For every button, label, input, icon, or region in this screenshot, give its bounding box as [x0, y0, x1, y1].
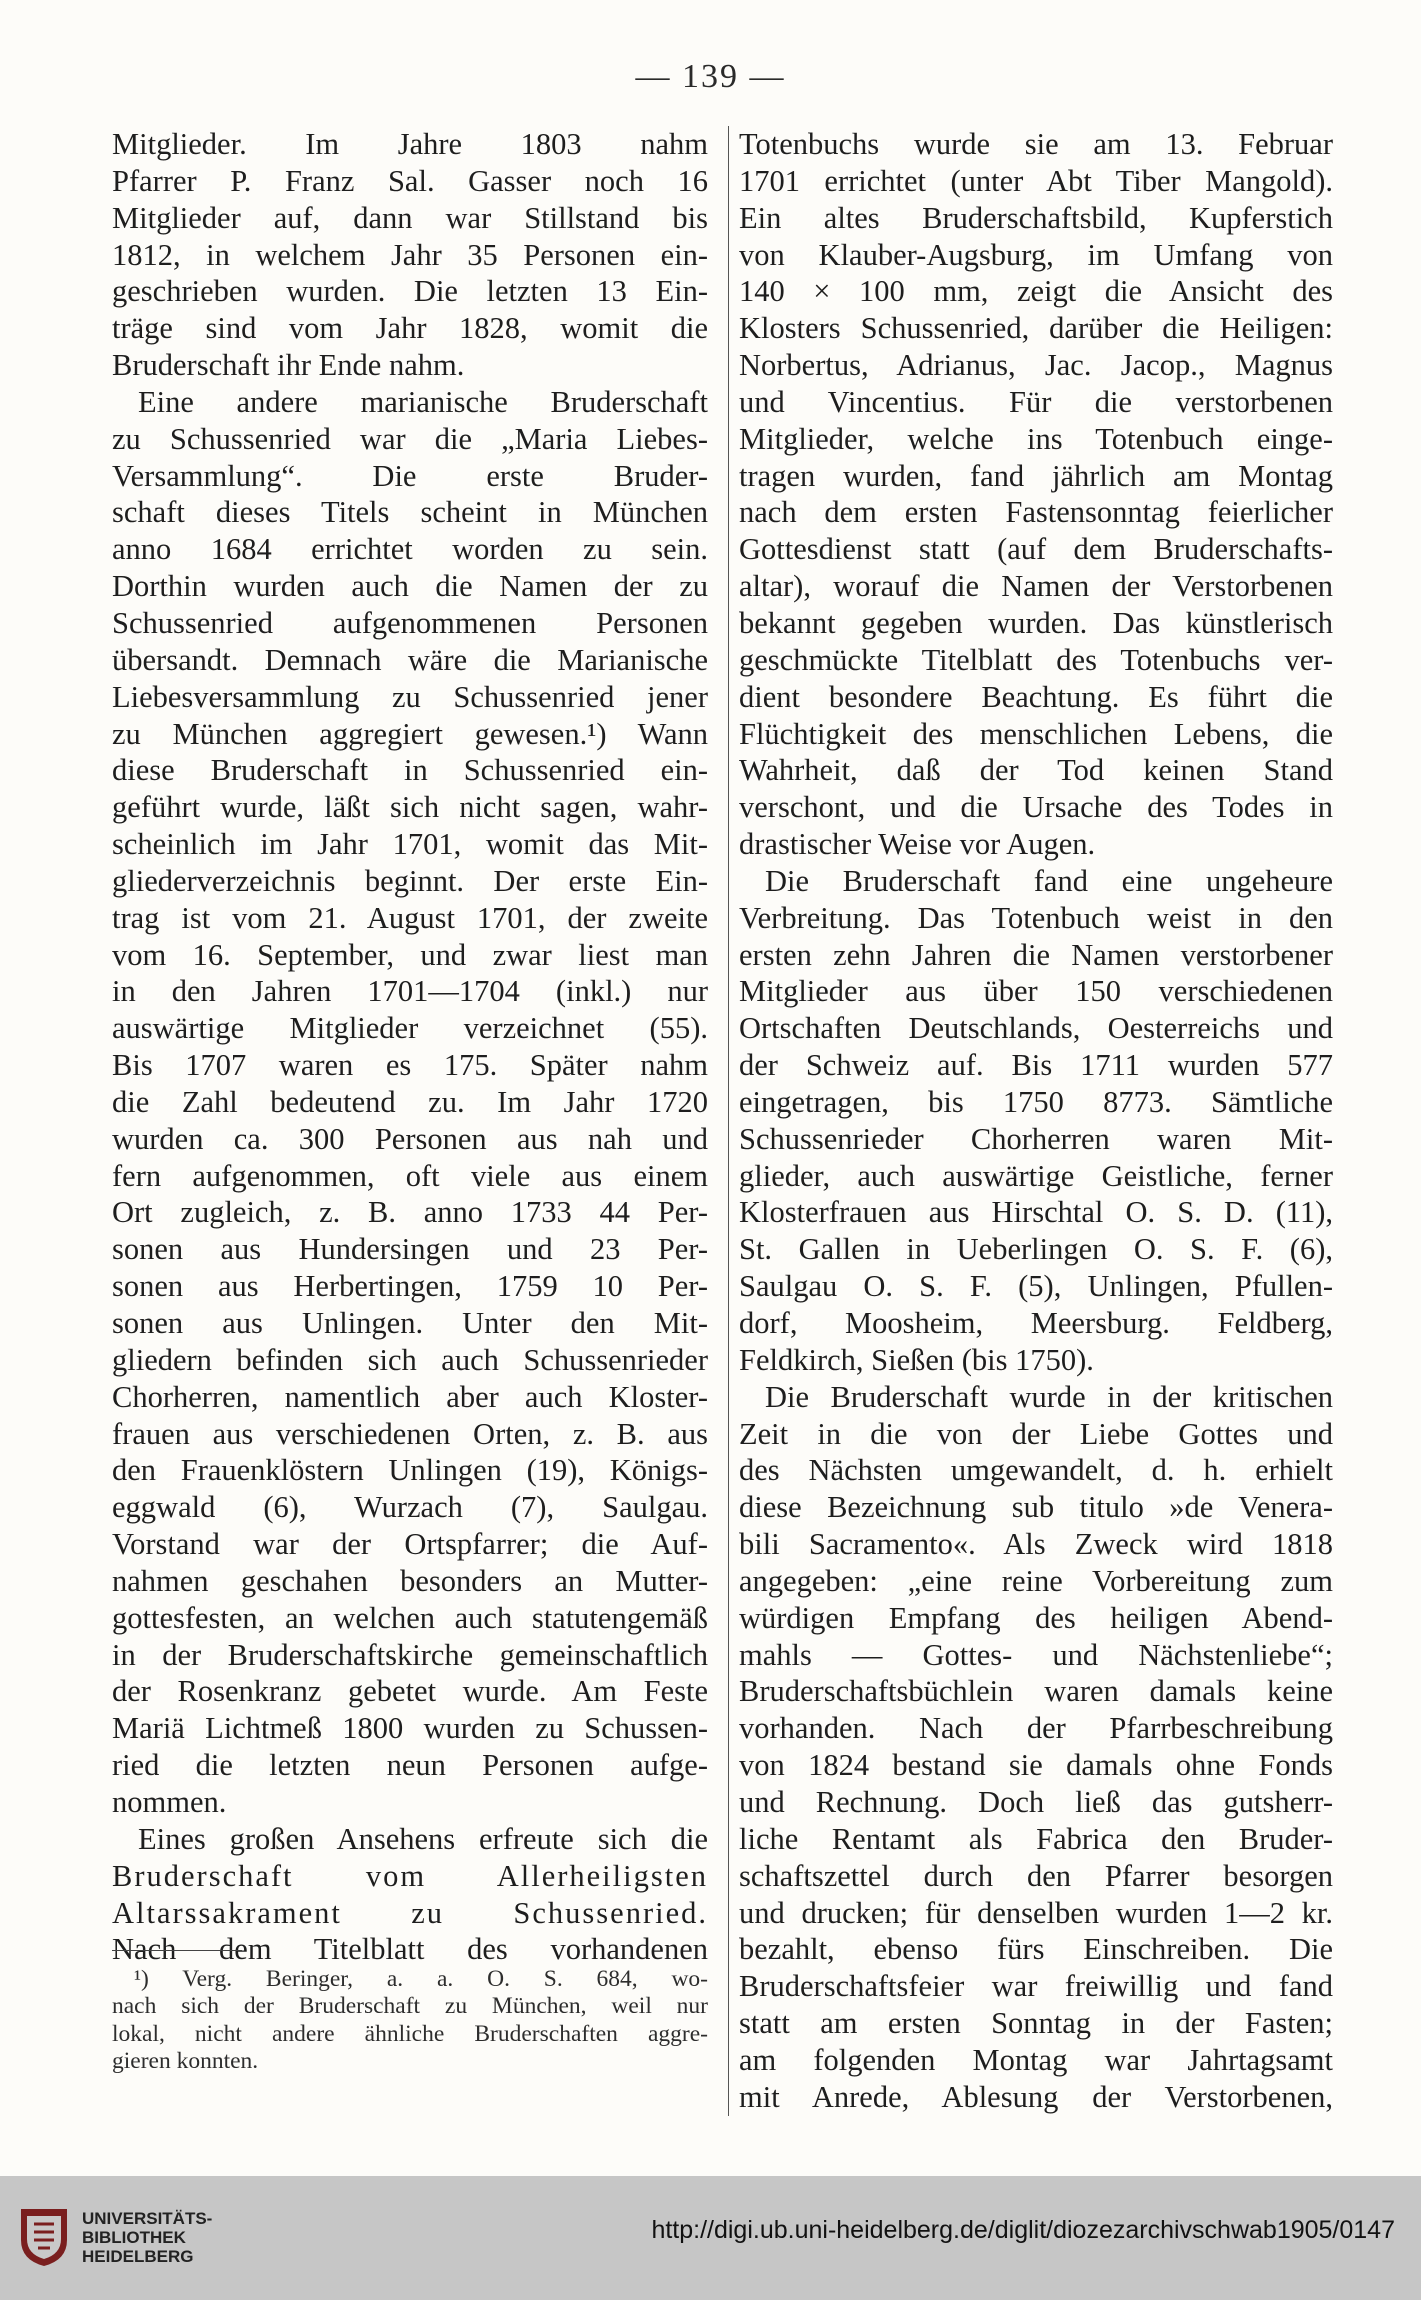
footnote-line: ¹) Verg. Beringer, a. a. O. S. 684, wo-	[134, 1966, 708, 1992]
text-line: in den Jahren 1701—1704 (inkl.) nur	[112, 974, 708, 1009]
text-line: Ein altes Bruderschaftsbild, Kupferstich	[739, 200, 1333, 235]
text-column-left	[112, 126, 708, 1968]
text-line: 1701 errichtet (unter Abt Tiber Mangold).	[739, 163, 1333, 198]
text-line: zu München aggregiert gewesen.¹) Wann	[112, 716, 708, 751]
text-line: eggwald (6), Wurzach (7), Saulgau.	[112, 1490, 708, 1525]
text-line: Klosters Schussenried, darüber die Heiligen:	[739, 311, 1333, 346]
text-line: geschmückte Titelblatt des Totenbuchs ver-	[739, 642, 1333, 677]
text-line: mit Anrede, Ablesung der Verstorbenen,	[739, 2079, 1333, 2114]
text-line: des Nächsten umgewandelt, d. h. erhielt	[739, 1453, 1333, 1488]
text-line: Mitglieder. Im Jahre 1803 nahm	[112, 127, 708, 161]
text-line: gliedern befinden sich auch Schussenrieder	[112, 1342, 708, 1377]
text-line: Verbreitung. Das Totenbuch weist in den	[739, 900, 1333, 935]
library-logo[interactable]	[18, 2206, 212, 2268]
text-line: nach dem ersten Fastensonntag feierlicher	[739, 495, 1333, 530]
text-line: Mitglieder aus über 150 verschiedenen	[739, 974, 1333, 1009]
text-line: Nach dem Titelblatt des vorhandenen	[112, 1932, 708, 1967]
text-line: 1812, in welchem Jahr 35 Personen ein-	[112, 237, 708, 272]
text-line: Chorherren, namentlich aber auch Kloster-	[112, 1379, 708, 1414]
digitization-url-link[interactable]: http://digi.ub.uni-heidelberg.de/diglit/diozezarchivschwab1905/0147	[651, 2216, 1395, 2244]
text-line: Pfarrer P. Franz Sal. Gasser noch 16	[112, 163, 708, 198]
text-line: geschrieben wurden. Die letzten 13 Ein-	[112, 274, 708, 309]
footnote-separator	[112, 1950, 242, 1951]
text-line: 140 × 100 mm, zeigt die Ansicht des	[739, 274, 1333, 309]
footnote-line: gieren konnten.	[112, 2047, 259, 2074]
text-line: zu Schussenried war die „Maria Liebes-	[112, 421, 708, 456]
text-line: Eine andere marianische Bruderschaft	[138, 384, 708, 419]
text-line: Norbertus, Adrianus, Jac. Jacop., Magnus	[739, 348, 1333, 383]
text-line: Schussenried aufgenommenen Personen	[112, 605, 708, 640]
text-line: Bruderschaftsbüchlein waren damals keine	[739, 1674, 1333, 1709]
text-line: tragen wurden, fand jährlich am Montag	[739, 458, 1333, 493]
text-line: wurden ca. 300 Personen aus nah und	[112, 1121, 708, 1156]
text-line: statt am ersten Sonntag in der Fasten;	[739, 2006, 1333, 2041]
text-line: Mariä Lichtmeß 1800 wurden zu Schussen-	[112, 1711, 708, 1746]
text-line: von 1824 bestand sie damals ohne Fonds	[739, 1748, 1333, 1783]
text-line: Feldkirch, Sießen (bis 1750).	[739, 1342, 1094, 1377]
footnote-line: nach sich der Bruderschaft zu München, weil nur	[112, 1993, 708, 2020]
text-line: Mitglieder, welche ins Totenbuch einge-	[739, 421, 1333, 456]
text-line: Saulgau O. S. F. (5), Unlingen, Pfullen-	[739, 1269, 1333, 1304]
text-line: gliederverzeichnis beginnt. Der erste Ein-	[112, 863, 708, 898]
text-line: gottesfesten, an welchen auch statutengemäß	[112, 1600, 708, 1635]
text-line: nahmen geschahen besonders an Mutter-	[112, 1563, 708, 1598]
text-line: Bruderschaftsfeier war freiwillig und fand	[739, 1969, 1333, 2004]
text-line: schaftszettel durch den Pfarrer besorgen	[739, 1858, 1333, 1893]
text-line: glieder, auch auswärtige Geistliche, ferner	[739, 1158, 1333, 1193]
text-line: nommen.	[112, 1784, 227, 1819]
text-line: frauen aus verschiedenen Orten, z. B. aus	[112, 1416, 708, 1451]
text-line: bezahlt, ebenso fürs Einschreiben. Die	[739, 1932, 1333, 1967]
text-line: in der Bruderschaftskirche gemeinschaftlich	[112, 1637, 708, 1672]
text-line: übersandt. Demnach wäre die Marianische	[112, 642, 708, 677]
text-line: geführt wurde, läßt sich nicht sagen, wahr-	[112, 790, 708, 825]
text-line: Bruderschaft ihr Ende nahm.	[112, 348, 465, 383]
text-line: scheinlich im Jahr 1701, womit das Mit-	[112, 827, 708, 862]
text-line: eingetragen, bis 1750 8773. Sämtliche	[739, 1084, 1333, 1119]
text-line: Die Bruderschaft wurde in der kritischen	[765, 1379, 1333, 1414]
text-line: den Frauenklöstern Unlingen (19), Königs-	[112, 1453, 708, 1488]
text-line: Ort zugleich, z. B. anno 1733 44 Per-	[112, 1195, 708, 1230]
text-line: der Schweiz auf. Bis 1711 wurden 577	[739, 1048, 1333, 1083]
logo-line: HEIDELBERG	[82, 2246, 194, 2266]
text-line: liche Rentamt als Fabrica den Bruder-	[739, 1821, 1333, 1856]
text-line: St. Gallen in Ueberlingen O. S. F. (6),	[739, 1232, 1333, 1267]
text-line: diese Bezeichnung sub titulo »de Venera-	[739, 1490, 1333, 1525]
text-line: auswärtige Mitglieder verzeichnet (55).	[112, 1011, 708, 1046]
text-line: dient besondere Beachtung. Es führt die	[739, 679, 1333, 714]
text-line: vorhanden. Nach der Pfarrbeschreibung	[739, 1711, 1333, 1746]
text-line: Vorstand war der Ortspfarrer; die Auf-	[112, 1527, 708, 1562]
text-line: Zeit in die von der Liebe Gottes und	[739, 1416, 1333, 1451]
page-number: — 139 —	[635, 58, 786, 95]
text-line: am folgenden Montag war Jahrtagsamt	[739, 2042, 1333, 2077]
text-line: Altarssakrament zu Schussenried.	[112, 1895, 708, 1930]
text-line: Versammlung“. Die erste Bruder-	[112, 458, 708, 493]
text-line: Flüchtigkeit des menschlichen Lebens, die	[739, 716, 1333, 751]
text-line: bekannt gegeben wurden. Das künstlerisch	[739, 605, 1333, 640]
text-line: mahls — Gottes- und Nächstenliebe“;	[739, 1637, 1333, 1672]
text-line: diese Bruderschaft in Schussenried ein-	[112, 753, 708, 788]
text-line: träge sind vom Jahr 1828, womit die	[112, 311, 708, 346]
text-line: schaft dieses Titels scheint in München	[112, 495, 708, 530]
text-line: Dorthin wurden auch die Namen der zu	[112, 569, 708, 604]
text-line: verschont, und die Ursache des Todes in	[739, 790, 1333, 825]
text-line: Bruderschaft vom Allerheiligsten	[112, 1858, 708, 1893]
logo-line: UNIVERSITÄTS-	[82, 2208, 213, 2228]
text-line: Die Bruderschaft fand eine ungeheure	[765, 863, 1333, 898]
text-line: von Klauber-Augsburg, im Umfang von	[739, 237, 1333, 272]
text-line: trag ist vom 21. August 1701, der zweite	[112, 900, 708, 935]
text-line: drastischer Weise vor Augen.	[739, 827, 1096, 862]
text-line: Wahrheit, daß der Tod keinen Stand	[739, 753, 1333, 788]
text-line: bili Sacramento«. Als Zweck wird 1818	[739, 1527, 1333, 1562]
text-line: Totenbuchs wurde sie am 13. Februar	[739, 127, 1333, 161]
text-line: Liebesversammlung zu Schussenried jener	[112, 679, 708, 714]
text-line: dorf, Moosheim, Meersburg. Feldberg,	[739, 1306, 1333, 1340]
text-line: fern aufgenommen, oft viele aus einem	[112, 1158, 708, 1193]
text-line: Klosterfrauen aus Hirschtal O. S. D. (11),	[739, 1195, 1333, 1230]
footnote-line: lokal, nicht andere ähnliche Bruderschaften aggre-	[112, 2020, 708, 2047]
text-line: würdigen Empfang des heiligen Abend-	[739, 1600, 1333, 1635]
text-line: ried die letzten neun Personen aufge-	[112, 1748, 708, 1783]
text-line: Gottesdienst statt (auf dem Bruderschafts-	[739, 532, 1333, 567]
text-line: Eines großen Ansehens erfreute sich die	[138, 1821, 708, 1856]
library-footer	[0, 2176, 1421, 2300]
text-line: Bis 1707 waren es 175. Später nahm	[112, 1048, 708, 1083]
text-line: angegeben: „eine reine Vorbereitung zum	[739, 1563, 1333, 1598]
text-line: sonen aus Herbertingen, 1759 10 Per-	[112, 1269, 708, 1304]
text-line: und drucken; für denselben wurden 1—2 kr.	[739, 1895, 1333, 1930]
text-line: die Zahl bedeutend zu. Im Jahr 1720	[112, 1084, 708, 1119]
text-line: der Rosenkranz gebetet wurde. Am Feste	[112, 1674, 708, 1709]
logo-line: BIBLIOTHEK	[82, 2227, 186, 2247]
text-line: vom 16. September, und zwar liest man	[112, 937, 708, 972]
footnote	[112, 1966, 708, 2075]
text-line: Ortschaften Deutschlands, Oesterreichs und	[739, 1011, 1333, 1046]
text-line: sonen aus Hundersingen und 23 Per-	[112, 1232, 708, 1267]
text-line: sonen aus Unlingen. Unter den Mit-	[112, 1306, 708, 1340]
text-line: ersten zehn Jahren die Namen verstorbener	[739, 937, 1333, 972]
library-logo-text	[82, 2209, 212, 2266]
text-line: und Rechnung. Doch ließ das gutsherr-	[739, 1784, 1333, 1819]
text-line: Schussenrieder Chorherren waren Mit-	[739, 1121, 1333, 1156]
text-line: anno 1684 errichtet worden zu sein.	[112, 532, 708, 567]
text-line: altar), worauf die Namen der Verstorbenen	[739, 569, 1333, 604]
library-seal-icon	[18, 2206, 70, 2268]
text-column-right	[728, 126, 1333, 2116]
text-line: Mitglieder auf, dann war Stillstand bis	[112, 200, 708, 235]
text-line: und Vincentius. Für die verstorbenen	[739, 384, 1333, 419]
